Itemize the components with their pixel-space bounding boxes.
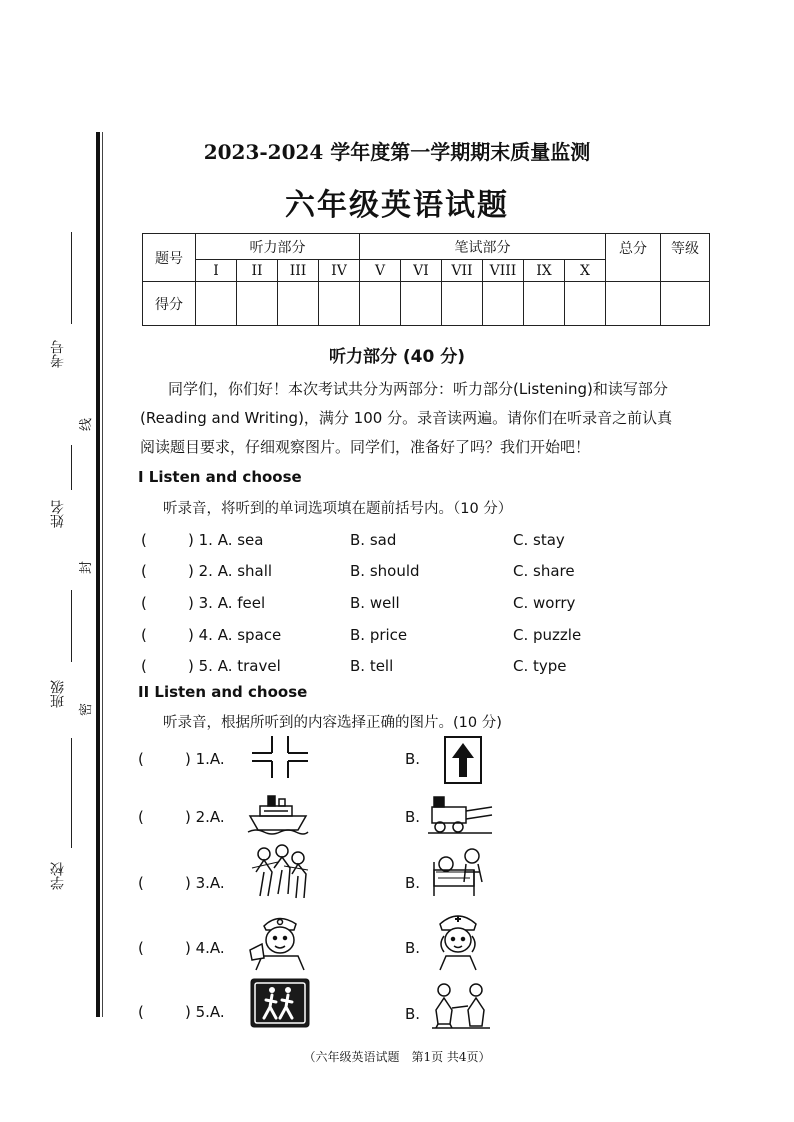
numeral-10: X [565, 260, 606, 282]
numeral-1: I [196, 260, 237, 282]
numeral-7: VII [442, 260, 483, 282]
q3-option-b: B. well [350, 594, 400, 612]
numeral-3: III [278, 260, 319, 282]
answer-paren[interactable]: ( [138, 874, 144, 892]
part2-instruction: 听录音，根据所听到的内容选择正确的图片。(10 分) [163, 715, 502, 731]
q4-option-c: C. puzzle [513, 626, 582, 644]
score-cell[interactable] [524, 282, 565, 326]
q5-option-b: B. tell [350, 657, 394, 675]
q1-option-b: B. sad [350, 531, 397, 549]
intro-line-1: 同学们，你们好！本次考试共分为两部分：听力部分(Listening)和读写部分 [168, 380, 668, 398]
item-no-label: 题号 [143, 234, 196, 282]
part1-heading: I Listen and choose [138, 468, 302, 486]
answer-paren[interactable]: ( [141, 626, 147, 644]
listening-part-header: 听力部分 [196, 234, 360, 260]
score-cell[interactable] [401, 282, 442, 326]
seal-mi-char: 密 [79, 702, 95, 717]
q3-option-c: C. worry [513, 594, 576, 612]
answer-paren[interactable]: ( [141, 562, 147, 580]
q3-option-a: ) 3. A. feel [188, 594, 266, 612]
ship-icon [246, 790, 310, 834]
grade-cell[interactable] [661, 282, 710, 326]
grade-header: 等级 [661, 234, 710, 282]
seal-xian-char: 线 [79, 417, 95, 432]
answer-paren[interactable]: ( [141, 594, 147, 612]
train-icon [426, 793, 494, 835]
nurse-icon [430, 908, 486, 972]
school-fill-line[interactable] [71, 738, 72, 848]
answer-paren[interactable]: ( [141, 531, 147, 549]
p2-q1-option-b: B. [405, 750, 421, 768]
writing-part-header: 笔试部分 [360, 234, 606, 260]
pedestrian-sign-icon [250, 978, 310, 1028]
q4-option-a: ) 4. A. space [188, 626, 282, 644]
p2-q5-option-b: B. [405, 1005, 421, 1023]
p2-q2-label: ) 2.A. [185, 808, 225, 826]
p2-q3-label: ) 3.A. [185, 874, 225, 892]
score-cell[interactable] [237, 282, 278, 326]
numeral-4: IV [319, 260, 360, 282]
q5-option-c: C. type [513, 657, 567, 675]
part2-heading: II Listen and choose [138, 683, 308, 701]
score-cell[interactable] [319, 282, 360, 326]
name-label: 姓名 [50, 500, 66, 528]
q2-option-c: C. share [513, 562, 575, 580]
score-cell[interactable] [483, 282, 524, 326]
q1-option-a: ) 1. A. sea [188, 531, 264, 549]
total-score-cell[interactable] [606, 282, 661, 326]
doctor-patient-icon [428, 980, 494, 1030]
sick-in-bed-icon [430, 842, 490, 900]
p2-q5-label: ) 5.A. [185, 1003, 225, 1021]
police-officer-icon [248, 910, 310, 972]
people-group-icon [248, 842, 312, 902]
score-row-label: 得分 [143, 282, 196, 326]
go-straight-sign-icon [444, 736, 482, 784]
seal-feng-char: 封 [79, 560, 95, 575]
score-cell[interactable] [196, 282, 237, 326]
numeral-6: VI [401, 260, 442, 282]
p2-q1-label: ) 1.A. [185, 750, 225, 768]
q1-option-c: C. stay [513, 531, 565, 549]
p2-q3-option-b: B. [405, 874, 421, 892]
q2-option-a: ) 2. A. shall [188, 562, 273, 580]
answer-paren[interactable]: ( [138, 808, 144, 826]
numeral-2: II [237, 260, 278, 282]
numeral-8: VIII [483, 260, 524, 282]
p2-q4-option-b: B. [405, 939, 421, 957]
crossroads-icon [250, 734, 310, 780]
exam-subject-title: 六年级英语试题 [285, 188, 509, 223]
intro-line-2: (Reading and Writing)，满分 100 分。录音读两遍。请你们在听录音之前认真 [140, 409, 673, 427]
q5-option-a: ) 5. A. travel [188, 657, 281, 675]
answer-paren[interactable]: ( [138, 939, 144, 957]
score-cell[interactable] [278, 282, 319, 326]
page-footer: （六年级英语试题 第1页 共4页） [303, 1050, 491, 1064]
q2-option-b: B. should [350, 562, 420, 580]
class-fill-line[interactable] [71, 590, 72, 662]
exam-no-fill-line[interactable] [71, 232, 72, 324]
answer-paren[interactable]: ( [138, 750, 144, 768]
binding-line [96, 132, 100, 1017]
school-label: 学校 [50, 862, 66, 890]
exam-title: 2023-2024 学年度第一学期期末质量监测 [203, 140, 591, 164]
p2-q4-label: ) 4.A. [185, 939, 225, 957]
answer-paren[interactable]: ( [138, 1003, 144, 1021]
binding-line-inner [102, 132, 103, 1017]
score-cell[interactable] [565, 282, 606, 326]
intro-line-3: 阅读题目要求，仔细观察图片。同学们，准备好了吗？我们开始吧！ [140, 438, 591, 456]
score-table [142, 233, 710, 326]
class-label: 班级 [50, 680, 66, 708]
score-cell[interactable] [360, 282, 401, 326]
name-fill-line[interactable] [71, 445, 72, 490]
answer-paren[interactable]: ( [141, 657, 147, 675]
exam-no-label: 考号 [50, 340, 66, 368]
numeral-9: IX [524, 260, 565, 282]
q4-option-b: B. price [350, 626, 408, 644]
listening-section-title: 听力部分 (40 分) [328, 347, 466, 367]
score-cell[interactable] [442, 282, 483, 326]
numeral-5: V [360, 260, 401, 282]
total-header: 总分 [606, 234, 661, 282]
part1-instruction: 听录音，将听到的单词选项填在题前括号内。（10 分） [163, 501, 513, 517]
p2-q2-option-b: B. [405, 808, 421, 826]
